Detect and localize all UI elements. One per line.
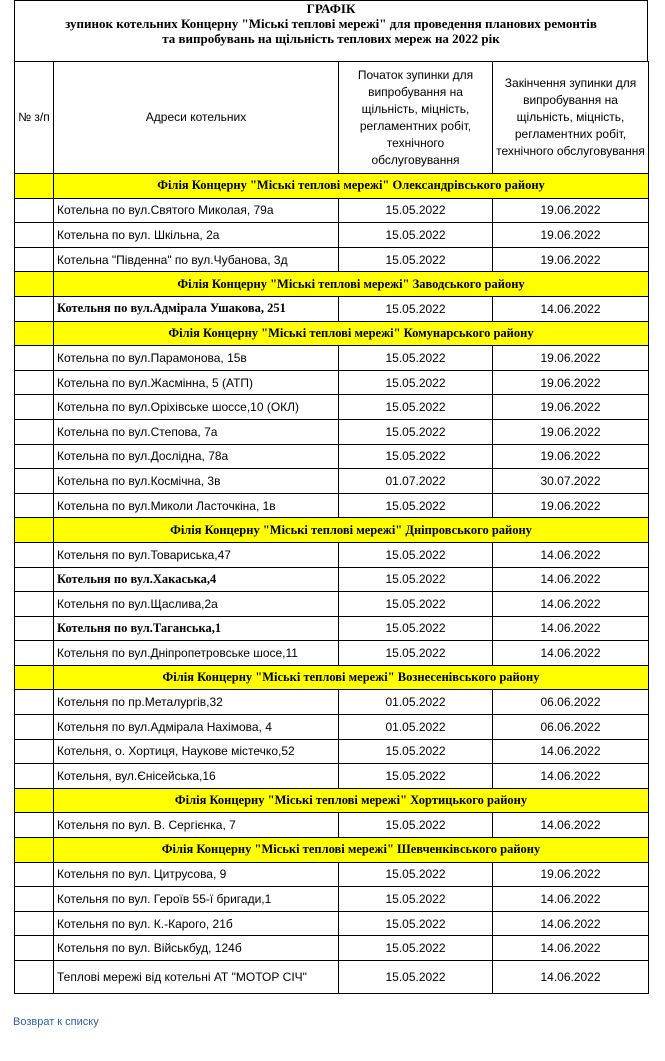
stop-end-date: 14.06.2022 — [493, 641, 649, 666]
stop-start-date: 15.05.2022 — [339, 370, 493, 395]
title-line: зупинок котельних Концерну "Міські теплові мережі" для проведення планових ремонтів — [65, 16, 597, 31]
boiler-address: Котельна по вул.Жасмінна, 5 (АТП) — [54, 370, 339, 395]
table-row — [15, 419, 649, 444]
stop-end-date: 14.06.2022 — [493, 542, 649, 567]
section-title: Філія Концерну "Міські теплові мережі" Заводського району — [54, 272, 649, 297]
stop-end-date: 14.06.2022 — [493, 961, 649, 994]
stop-end-date: 14.06.2022 — [493, 296, 649, 321]
stop-end-date: 14.06.2022 — [493, 911, 649, 936]
section-title: Філія Концерну "Міські теплові мережі" Комунарського району — [54, 321, 649, 346]
section-header-row — [15, 838, 649, 863]
stop-end-date: 19.06.2022 — [493, 493, 649, 518]
row-number-cell — [15, 198, 54, 223]
boiler-address: Котельна по вул. Шкільна, 2а — [54, 223, 339, 248]
boiler-address: Котельня по вул.Адмірала Ушакова, 251 — [54, 296, 339, 321]
row-number-cell — [15, 690, 54, 715]
stop-start-date: 15.05.2022 — [339, 764, 493, 789]
boiler-address: Теплові мережі від котельні АТ "МОТОР СІЧ" — [54, 961, 339, 994]
stop-end-date: 06.06.2022 — [493, 690, 649, 715]
stop-end-date: 19.06.2022 — [493, 223, 649, 248]
boiler-address: Котельня по вул.Хакаська,4 — [54, 567, 339, 592]
boiler-address: Котельня по вул.Адмірала Нахімова, 4 — [54, 715, 339, 740]
table-row — [15, 469, 649, 494]
table-row — [15, 444, 649, 469]
section-header-row — [15, 272, 649, 297]
row-number-cell — [15, 862, 54, 887]
boiler-address: Котельня по вул. Військбуд, 124б — [54, 936, 339, 961]
boiler-address: Котельня по вул. Цитрусова, 9 — [54, 862, 339, 887]
stop-start-date: 15.05.2022 — [339, 223, 493, 248]
row-number-cell — [15, 444, 54, 469]
stop-start-date: 15.05.2022 — [339, 395, 493, 420]
boiler-address: Котельна по вул.Миколи Ласточкіна, 1в — [54, 493, 339, 518]
row-number-cell — [15, 223, 54, 248]
boiler-address: Котельна по вул.Космічна, 3в — [54, 469, 339, 494]
table-row — [15, 641, 649, 666]
table-row — [15, 493, 649, 518]
table-row — [15, 296, 649, 321]
stop-end-date: 19.06.2022 — [493, 247, 649, 272]
boiler-address: Котельна по вул.Дослідна, 78а — [54, 444, 339, 469]
table-row — [15, 690, 649, 715]
stop-end-date: 06.06.2022 — [493, 715, 649, 740]
section-header-row — [15, 518, 649, 543]
table-row — [15, 862, 649, 887]
row-number-cell — [15, 370, 54, 395]
stop-start-date: 15.05.2022 — [339, 616, 493, 641]
row-number-cell — [15, 542, 54, 567]
stop-end-date: 19.06.2022 — [493, 370, 649, 395]
boiler-address: Котельня, вул.Єнісейська,16 — [54, 764, 339, 789]
stop-start-date: 15.05.2022 — [339, 592, 493, 617]
section-title: Філія Концерну "Міські теплові мережі" Дніпровського району — [54, 518, 649, 543]
table-row — [15, 961, 649, 994]
section-number-cell — [15, 174, 54, 199]
row-number-cell — [15, 616, 54, 641]
table-body — [15, 174, 649, 994]
row-number-cell — [15, 739, 54, 764]
boiler-address: Котельна по вул.Святого Миколая, 79а — [54, 198, 339, 223]
stop-start-date: 01.05.2022 — [339, 690, 493, 715]
stop-end-date: 14.06.2022 — [493, 936, 649, 961]
section-number-cell — [15, 272, 54, 297]
stop-start-date: 15.05.2022 — [339, 911, 493, 936]
section-header-row — [15, 321, 649, 346]
table-row — [15, 198, 649, 223]
stop-end-date: 14.06.2022 — [493, 887, 649, 912]
row-number-cell — [15, 296, 54, 321]
boiler-address: Котельня по вул. В. Сергієнка, 7 — [54, 813, 339, 838]
stop-start-date: 15.05.2022 — [339, 961, 493, 994]
boiler-address: Котельня по вул. Героїв 55-ї бригади,1 — [54, 887, 339, 912]
row-number-cell — [15, 641, 54, 666]
table-row — [15, 346, 649, 371]
document-title — [14, 0, 648, 61]
row-number-cell — [15, 469, 54, 494]
table-row — [15, 739, 649, 764]
section-title: Філія Концерну "Міські теплові мережі" Шевченківського району — [54, 838, 649, 863]
row-number-cell — [15, 887, 54, 912]
stop-end-date: 14.06.2022 — [493, 764, 649, 789]
section-title: Філія Концерну "Міські теплові мережі" Вознесенівського району — [54, 665, 649, 690]
section-number-cell — [15, 518, 54, 543]
boiler-address: Котельна по вул.Парамонова, 15в — [54, 346, 339, 371]
stop-start-date: 15.05.2022 — [339, 444, 493, 469]
row-number-cell — [15, 247, 54, 272]
stop-start-date: 15.05.2022 — [339, 887, 493, 912]
stop-start-date: 15.05.2022 — [339, 346, 493, 371]
stop-end-date: 14.06.2022 — [493, 739, 649, 764]
stop-start-date: 15.05.2022 — [339, 493, 493, 518]
table-row — [15, 395, 649, 420]
stop-end-date: 14.06.2022 — [493, 592, 649, 617]
stop-start-date: 01.05.2022 — [339, 715, 493, 740]
stop-start-date: 15.05.2022 — [339, 641, 493, 666]
boiler-address: Котельня по вул.Таганська,1 — [54, 616, 339, 641]
stop-end-date: 14.06.2022 — [493, 616, 649, 641]
table-row — [15, 592, 649, 617]
table-row — [15, 764, 649, 789]
row-number-cell — [15, 936, 54, 961]
row-number-cell — [15, 715, 54, 740]
table-row — [15, 616, 649, 641]
schedule-table — [14, 61, 649, 994]
row-number-cell — [15, 764, 54, 789]
section-title: Філія Концерну "Міські теплові мережі" Хортицького району — [54, 788, 649, 813]
table-row — [15, 715, 649, 740]
header-start: Початок зупинки для випробування на щільність, міцність, регламентних робіт, технічного обслуговування — [339, 62, 493, 174]
section-number-cell — [15, 788, 54, 813]
boiler-address: Котельня по вул. К.-Карого, 21б — [54, 911, 339, 936]
table-row — [15, 936, 649, 961]
boiler-address: Котельня по вул.Товариська,47 — [54, 542, 339, 567]
stop-start-date: 15.05.2022 — [339, 542, 493, 567]
stop-start-date: 15.05.2022 — [339, 862, 493, 887]
row-number-cell — [15, 961, 54, 994]
section-title: Філія Концерну "Міські теплові мережі" Олександрівського району — [54, 174, 649, 199]
stop-start-date: 01.07.2022 — [339, 469, 493, 494]
section-header-row — [15, 174, 649, 199]
stop-end-date: 19.06.2022 — [493, 419, 649, 444]
title-heading: ГРАФІК — [306, 1, 356, 16]
title-line: та випробувань на щільність теплових мереж на 2022 рік — [162, 31, 500, 46]
stop-start-date: 15.05.2022 — [339, 936, 493, 961]
table-header-row — [15, 62, 649, 174]
schedule-document — [14, 0, 648, 994]
boiler-address: Котельна "Південна" по вул.Чубанова, 3д — [54, 247, 339, 272]
stop-end-date: 14.06.2022 — [493, 813, 649, 838]
row-number-cell — [15, 567, 54, 592]
table-row — [15, 887, 649, 912]
boiler-address: Котельня по вул.Щаслива,2а — [54, 592, 339, 617]
row-number-cell — [15, 395, 54, 420]
stop-end-date: 19.06.2022 — [493, 346, 649, 371]
table-row — [15, 567, 649, 592]
row-number-cell — [15, 592, 54, 617]
stop-end-date: 19.06.2022 — [493, 862, 649, 887]
stop-end-date: 14.06.2022 — [493, 567, 649, 592]
stop-end-date: 19.06.2022 — [493, 198, 649, 223]
section-header-row — [15, 665, 649, 690]
table-row — [15, 370, 649, 395]
stop-start-date: 15.05.2022 — [339, 813, 493, 838]
stop-start-date: 15.05.2022 — [339, 247, 493, 272]
section-header-row — [15, 788, 649, 813]
row-number-cell — [15, 911, 54, 936]
boiler-address: Котельня по пр.Металургів,32 — [54, 690, 339, 715]
row-number-cell — [15, 493, 54, 518]
stop-start-date: 15.05.2022 — [339, 739, 493, 764]
stop-start-date: 15.05.2022 — [339, 198, 493, 223]
row-number-cell — [15, 813, 54, 838]
row-number-cell — [15, 419, 54, 444]
boiler-address: Котельна по вул.Степова, 7а — [54, 419, 339, 444]
table-row — [15, 223, 649, 248]
stop-start-date: 15.05.2022 — [339, 419, 493, 444]
table-row — [15, 911, 649, 936]
section-number-cell — [15, 838, 54, 863]
table-row — [15, 813, 649, 838]
row-number-cell — [15, 346, 54, 371]
table-row — [15, 542, 649, 567]
boiler-address: Котельна по вул.Оріхівське шоссе,10 (ОКЛ) — [54, 395, 339, 420]
stop-end-date: 19.06.2022 — [493, 395, 649, 420]
boiler-address: Котельня по вул.Дніпропетровське шосе,11 — [54, 641, 339, 666]
section-number-cell — [15, 665, 54, 690]
header-number: № з/п — [15, 62, 54, 174]
stop-start-date: 15.05.2022 — [339, 296, 493, 321]
stop-end-date: 30.07.2022 — [493, 469, 649, 494]
table-row — [15, 247, 649, 272]
stop-end-date: 19.06.2022 — [493, 444, 649, 469]
header-address: Адреси котельних — [54, 62, 339, 174]
boiler-address: Котельня, о. Хортиця, Наукове містечко,52 — [54, 739, 339, 764]
header-end: Закінчення зупинки для випробування на щільність, міцність, регламентних робіт, технічного обслуговування — [493, 62, 649, 174]
back-to-list-link[interactable]: Возврат к списку — [13, 1016, 99, 1028]
section-number-cell — [15, 321, 54, 346]
stop-start-date: 15.05.2022 — [339, 567, 493, 592]
